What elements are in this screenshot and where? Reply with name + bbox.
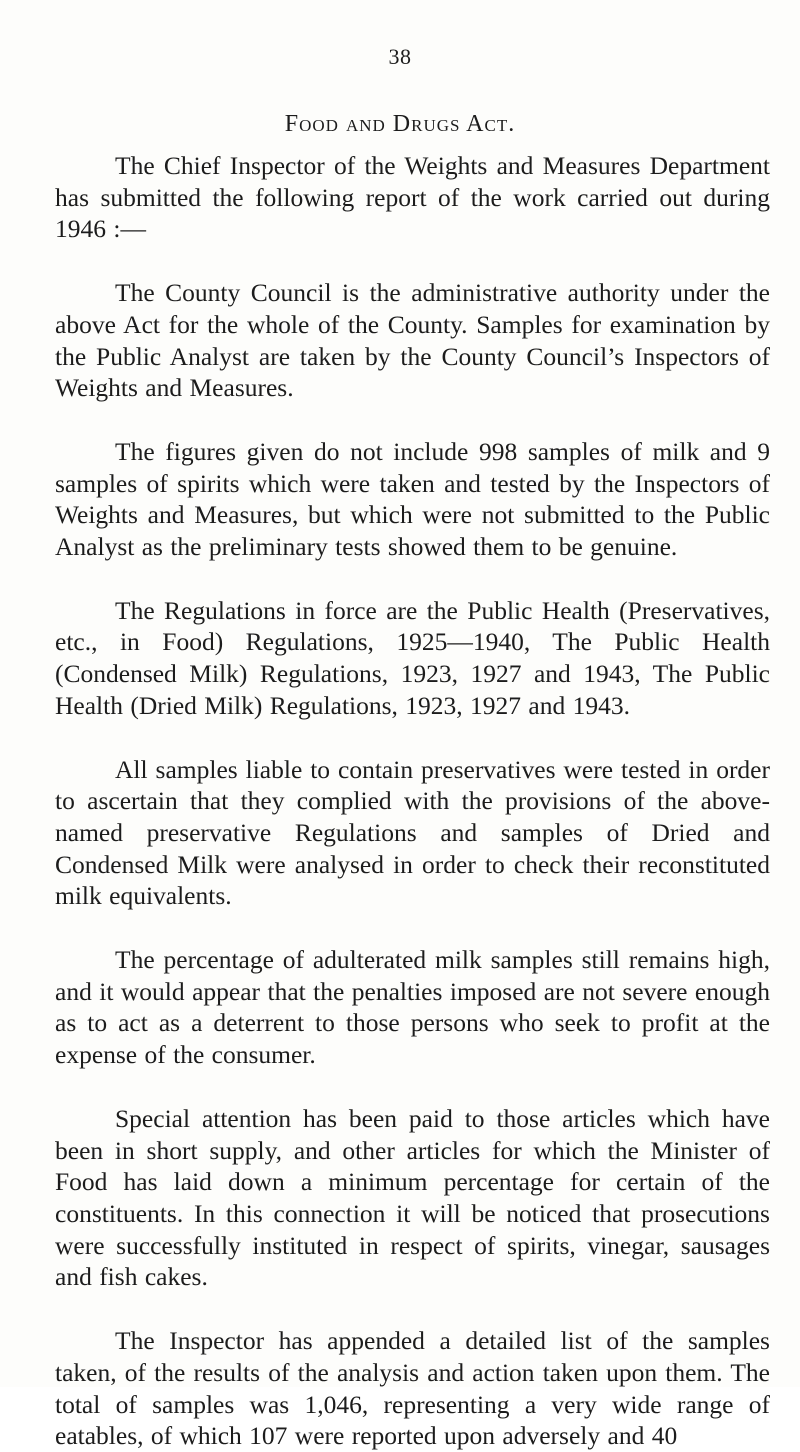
paragraph: Special attention has been paid to those articles which have been in short supply, and other articles for which the Minister of Food has laid down a minimum percentage for certain of the constituents. In this connection it will be noticed that prosecutions were successfully instituted in respect of spirits, vinegar, sausages and fish cakes.: [55, 1103, 770, 1292]
paragraph: All samples liable to contain preservatives were tested in order to ascertain that they complied with the provisions of the above-named preservative Regulations and samples of Dried and Condensed Milk were analysed in order to check their reconstituted milk equivalents.: [55, 754, 770, 911]
paragraph: The Inspector has appended a detailed list of the samples taken, of the results of the analysis and action taken upon them. The total of samples was 1,046, representing a very wide range of eatables, of which 107 were reported upon adversely and 40: [55, 1326, 770, 1451]
paragraph: The Chief Inspector of the Weights and Measures Department has submitted the following report of the work carried out during 1946 :—: [55, 151, 770, 244]
paragraph: The County Council is the administrative authority under the above Act for the whole of the County. Samples for examination by the Public Analyst are taken by the County Council’s Inspectors of Weights and Measures.: [55, 278, 770, 403]
page-number: 38: [388, 44, 412, 69]
body-text: [55, 150, 770, 1452]
paragraph: The Regulations in force are the Public Health (Preservatives, etc., in Food) Regulations, 1925—1940, The Public Health (Condensed Milk) Regulations, 1923, 1927 and 1943, The Public Health (Dried Milk) Regulations, 1923, 1927 and 1943.: [55, 595, 770, 720]
paragraph: The figures given do not include 998 samples of milk and 9 samples of spirits which were taken and tested by the Inspectors of Weights and Measures, but which were not submitted to the Public Analyst as the preliminary tests showed them to be genuine.: [55, 436, 770, 562]
paragraph: The percentage of adulterated milk samples still remains high, and it would appear that the penalties imposed are not severe enough as to act as a deterrent to those persons who seek to profit at the expense of the consumer.: [55, 945, 770, 1070]
section-heading: Food and Drugs Act.: [284, 111, 516, 137]
